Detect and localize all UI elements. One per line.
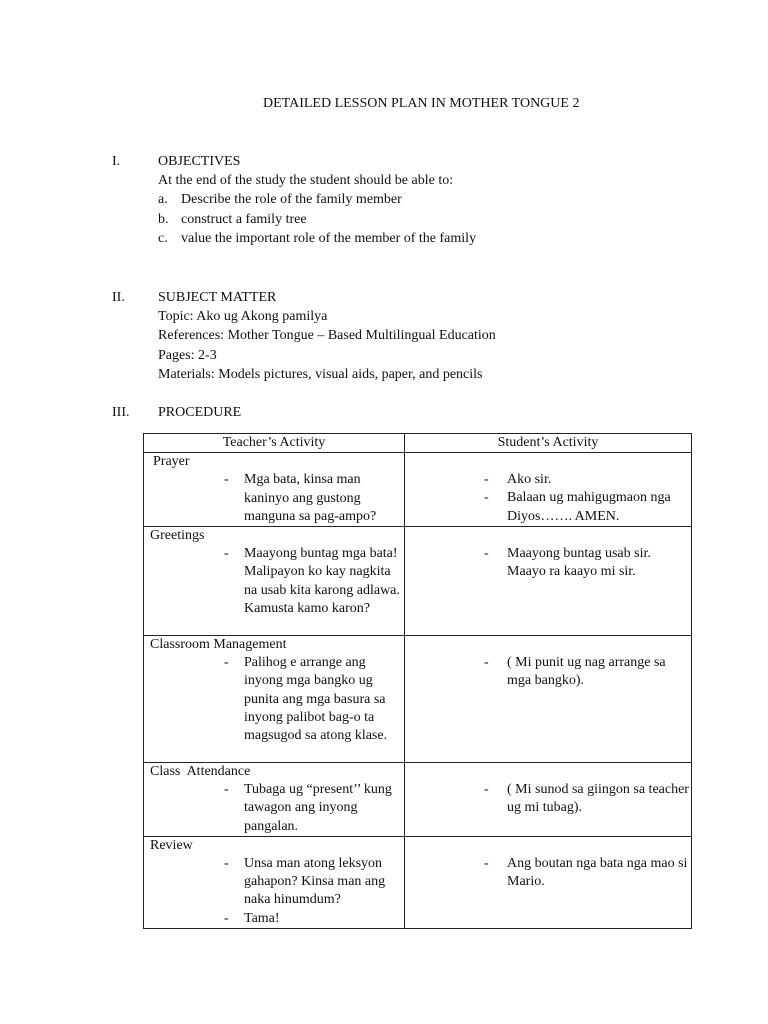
student-bullet — [484, 654, 689, 690]
objective-item — [158, 229, 476, 248]
teacher-bullet — [224, 781, 400, 836]
teacher-activity-header: Teacher’s Activity — [144, 434, 405, 453]
table-row — [144, 636, 692, 763]
dash-bullet: - — [224, 546, 229, 562]
dash-bullet: - — [484, 782, 489, 798]
teacher-bullet — [224, 855, 400, 910]
procedure-heading: PROCEDURE — [158, 405, 242, 420]
student-text: Ako sir. — [507, 472, 552, 488]
row-label-class-attendance: Class Attendance — [150, 764, 251, 780]
section-number-objectives: I. — [112, 154, 121, 169]
student-text: Ang boutan nga bata nga mao si Mario. — [507, 855, 688, 890]
teacher-text: Tama! — [244, 910, 280, 926]
subject-matter-section — [158, 288, 496, 384]
objective-text: construct a family tree — [181, 211, 307, 227]
student-cell — [405, 527, 692, 636]
subject-references: References: Mother Tongue – Based Multilingual Education — [158, 328, 496, 344]
student-cell — [405, 836, 692, 928]
section-number-procedure: III. — [112, 405, 130, 420]
student-text: ( Mi punit ug nag arrange sa mga bangko). — [507, 655, 666, 689]
table-header-row — [144, 434, 692, 453]
subject-pages: Pages: 2-3 — [158, 347, 217, 363]
dash-bullet: - — [484, 546, 489, 562]
teacher-cell — [144, 763, 405, 837]
teacher-cell — [144, 836, 405, 928]
document-title: DETAILED LESSON PLAN IN MOTHER TONGUE 2 — [263, 96, 580, 111]
dash-bullet: - — [484, 490, 489, 506]
objective-item — [158, 190, 476, 209]
objective-letter: b. — [158, 211, 169, 227]
row-label-classroom-management: Classroom Management — [150, 637, 287, 653]
objective-text: Describe the role of the family member — [181, 192, 402, 208]
objectives-section — [158, 152, 476, 248]
teacher-text: Maayong buntag mga bata! Malipayon ko kay nagkita na usab kita karong adlawa. Kamusta kamo karon? — [244, 546, 400, 616]
teacher-bullet — [224, 910, 400, 928]
teacher-bullet — [224, 654, 400, 745]
row-label-greetings: Greetings — [150, 528, 205, 544]
objective-letter: c. — [158, 230, 168, 246]
table-row — [144, 527, 692, 636]
student-text: Maayong buntag usab sir. Maayo ra kaayo mi sir. — [507, 546, 651, 580]
dash-bullet: - — [484, 655, 489, 671]
dash-bullet: - — [484, 472, 489, 488]
objective-text: value the important role of the member of the family — [181, 230, 477, 246]
row-label-prayer: Prayer — [153, 454, 190, 470]
teacher-text: Unsa man atong leksyon gahapon? Kinsa man ang naka hinumdum? — [244, 856, 386, 908]
student-cell — [405, 763, 692, 837]
student-bullet — [484, 855, 689, 891]
subject-matter-heading: SUBJECT MATTER — [158, 290, 277, 305]
table-row — [144, 836, 692, 928]
dash-bullet: - — [224, 856, 229, 872]
student-bullet — [484, 471, 689, 489]
objective-letter: a. — [158, 192, 168, 208]
student-text: ( Mi sunod sa giingon sa teacher ug mi tubag). — [507, 782, 689, 816]
student-activity-header: Student’s Activity — [405, 434, 692, 453]
dash-bullet: - — [224, 472, 229, 488]
teacher-text: Tubaga ug “present’’ kung tawagon ang inyong pangalan. — [244, 782, 392, 834]
objectives-intro: At the end of the study the student should be able to: — [158, 173, 454, 189]
table-row — [144, 453, 692, 527]
student-cell — [405, 636, 692, 763]
teacher-bullet — [224, 471, 400, 526]
dash-bullet: - — [224, 782, 229, 798]
teacher-text: Mga bata, kinsa man kaninyo ang gustong manguna sa pag-ampo? — [244, 472, 377, 524]
student-bullet — [484, 545, 689, 581]
objectives-heading: OBJECTIVES — [158, 154, 241, 169]
section-number-subject-matter: II. — [112, 290, 125, 305]
row-label-review: Review — [150, 837, 193, 853]
dash-bullet: - — [484, 855, 489, 871]
student-text: Balaan ug mahigugmaon nga Diyos……. AMEN. — [507, 490, 671, 524]
dash-bullet: - — [224, 655, 229, 671]
student-bullet — [484, 781, 689, 817]
subject-materials: Materials: Models pictures, visual aids, paper, and pencils — [158, 366, 483, 382]
student-bullet — [484, 489, 689, 525]
teacher-text: Palihog e arrange ang inyong mga bangko ug punita ang mga basura sa inyong palibot bag-o ta magsugod sa atong klase. — [244, 655, 388, 744]
teacher-bullet — [224, 545, 400, 618]
teacher-cell — [144, 527, 405, 636]
table-row — [144, 763, 692, 837]
subject-topic: Topic: Ako ug Akong pamilya — [158, 309, 328, 325]
dash-bullet: - — [224, 910, 229, 926]
teacher-cell — [144, 636, 405, 763]
procedure-table — [143, 433, 692, 929]
teacher-cell — [144, 453, 405, 527]
student-cell — [405, 453, 692, 527]
objective-item — [158, 210, 476, 229]
